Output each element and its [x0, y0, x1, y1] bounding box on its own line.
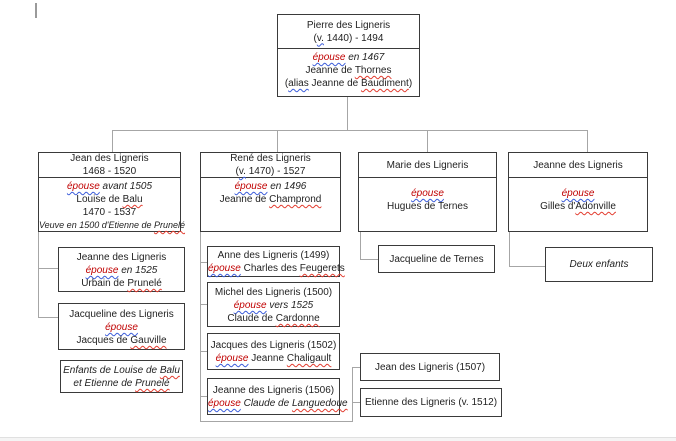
node-body-text [278, 49, 419, 90]
text-line [208, 397, 348, 410]
text-line [278, 77, 419, 90]
text-run: Chaligault [286, 353, 332, 364]
node-head-text [359, 153, 496, 178]
connector-stub-etienne1512 [352, 402, 360, 403]
text-run: 1470 - 1537 [82, 207, 137, 218]
text-line [278, 64, 419, 77]
text-run: épouse [105, 322, 138, 333]
text-run: Jeanne de [308, 78, 362, 89]
text-run: Charles des [240, 263, 300, 274]
text-line [359, 187, 496, 200]
connector-drop-jeanne [587, 130, 588, 152]
text-line [59, 334, 184, 347]
node-jeanne-1506[interactable] [207, 378, 348, 415]
text-run: René des Ligneris [230, 153, 311, 164]
text-run: ( [235, 166, 239, 177]
node-etienne-1512[interactable] [360, 388, 502, 417]
text-line [509, 200, 647, 213]
node-body-text [208, 384, 348, 410]
text-run: Balu [159, 365, 180, 376]
text-line [375, 361, 485, 374]
node-marie-des-ligneris[interactable] [358, 152, 497, 232]
text-run: Balu [122, 194, 143, 205]
node-jean-1507[interactable] [360, 353, 500, 381]
text-line [278, 51, 419, 64]
node-body-text [59, 251, 184, 290]
text-line [61, 377, 182, 390]
text-line [201, 165, 340, 178]
text-line [39, 206, 180, 219]
connector-stub-jacqueline-child [38, 317, 58, 318]
text-run: épouse [66, 181, 100, 192]
text-run: Veuve en 1500 d'Etienne de [39, 220, 154, 230]
text-line [509, 159, 647, 172]
connector-stub-jacques [200, 351, 207, 352]
connector-jean-children-rail [38, 232, 39, 318]
text-line [39, 193, 180, 206]
text-run: épouse [215, 353, 249, 364]
text-run: Jean des Ligneris [70, 153, 149, 164]
connector-stub-jacqueline-ternes [360, 259, 378, 260]
node-body-text [208, 249, 345, 275]
node-body-text [365, 396, 497, 409]
node-body-text [509, 178, 647, 213]
text-line [278, 19, 419, 32]
text-line [208, 262, 345, 275]
text-run: Etienne des Ligneris (v. 1512) [364, 397, 498, 408]
text-line [201, 152, 340, 165]
text-run: Jacqueline des Ligneris [69, 309, 174, 320]
node-head-text [278, 15, 419, 49]
text-run: Anne des Ligneris (1499) [217, 250, 330, 261]
text-line [201, 180, 340, 193]
node-jeanne-des-ligneris[interactable] [508, 152, 648, 232]
node-rene-des-ligneris[interactable] [200, 152, 341, 232]
text-line [201, 193, 340, 206]
text-run: Baudiment [361, 78, 409, 89]
node-body-text [570, 258, 629, 271]
node-body-text [389, 253, 483, 266]
text-run: épouse [411, 188, 444, 199]
node-body-text [359, 178, 496, 213]
text-line [208, 384, 339, 397]
text-run: 1470) - 1527 [245, 166, 306, 177]
node-head-text [509, 153, 647, 178]
connector-rene-right-rail [352, 367, 353, 422]
text-line [359, 159, 496, 172]
text-run: ) [408, 78, 413, 89]
text-run: Thornes [354, 65, 392, 76]
text-line [59, 308, 184, 321]
text-run: Jean des Ligneris (1507) [374, 361, 486, 373]
text-run: Jeanne de [305, 65, 355, 76]
text-run: en 1525 [118, 265, 158, 276]
node-deux-enfants[interactable] [545, 247, 653, 282]
connector-drop-rene [277, 130, 278, 152]
text-cursor-mark [35, 3, 37, 18]
connector-drop-jean [112, 130, 113, 152]
text-run: Michel des Ligneris (1500) [214, 287, 333, 298]
text-line [39, 219, 186, 232]
text-run: Jeanne des Ligneris (1506) [212, 385, 335, 396]
node-head-text [39, 153, 180, 178]
connector-stub-michel [200, 304, 207, 305]
text-run: épouse [85, 265, 119, 276]
text-run: Cardonne [275, 313, 320, 324]
text-run: 1440) - 1494 [323, 32, 384, 44]
text-run: Deux enfants [569, 259, 629, 270]
text-line [389, 253, 483, 266]
text-run: alias [288, 78, 309, 89]
text-run: Claude de [227, 313, 276, 324]
text-line [59, 277, 184, 290]
text-run: v. [316, 32, 324, 44]
text-run: Louise de [76, 194, 123, 205]
text-line [509, 187, 647, 200]
text-line [59, 251, 184, 264]
text-run: Champrond [269, 194, 322, 205]
connector-rene-bottom-rail [200, 421, 353, 422]
text-run: Urbain de [81, 278, 128, 289]
text-run: en 1496 [267, 181, 307, 192]
node-head-text [201, 153, 340, 178]
text-run: épouse [233, 300, 267, 311]
node-michel-des-ligneris[interactable] [207, 282, 340, 327]
node-pierre-des-ligneris[interactable] [277, 14, 420, 97]
node-jacques-des-ligneris[interactable] [207, 333, 340, 370]
text-run: Gauville [130, 335, 167, 346]
connector-stub-jean1507 [352, 367, 360, 368]
text-run: Prunelé [153, 220, 186, 230]
connector-marie-down [360, 232, 361, 259]
text-line [39, 180, 180, 193]
text-run: Jeanne de [219, 194, 270, 205]
connector-rene-children-rail [200, 232, 201, 422]
node-body-text [208, 286, 339, 325]
text-line [208, 286, 339, 299]
text-run: Marie des Ligneris [386, 159, 469, 171]
text-run: Gilles d' [540, 201, 576, 212]
text-run: épouse [561, 188, 595, 199]
text-run: ( [284, 78, 289, 89]
text-line [570, 258, 629, 271]
text-run: v. [238, 166, 246, 177]
node-jacqueline-des-ligneris[interactable] [58, 303, 185, 350]
text-run: épouse [312, 52, 346, 63]
node-body-text [201, 178, 340, 206]
text-line [208, 249, 339, 262]
connector-jeanne-down [509, 232, 510, 266]
connector-pierre-down [347, 96, 348, 130]
text-run: épouse [234, 181, 268, 192]
text-line [59, 264, 184, 277]
connector-stub-jeanne1506 [200, 396, 207, 397]
text-run: Jacqueline de Ternes [389, 253, 484, 265]
text-line [208, 299, 339, 312]
text-run: Adonville [575, 201, 616, 212]
node-body-text [375, 361, 485, 374]
text-run: et Etienne de [73, 378, 136, 389]
text-line [59, 321, 184, 334]
text-run: Enfants de Louise de [63, 365, 160, 376]
text-run: 1468 - 1520 [82, 166, 137, 177]
text-run: Hugues de Ternes [387, 201, 468, 212]
text-line [39, 165, 180, 178]
text-line [208, 339, 339, 352]
node-jacqueline-de-ternes[interactable] [378, 245, 495, 273]
text-run: épouse [208, 398, 241, 409]
text-line [278, 32, 419, 45]
text-line [365, 396, 497, 409]
text-line [359, 200, 496, 213]
text-run: Jeanne des Ligneris [533, 159, 623, 171]
text-run: avant 1505 [99, 181, 153, 192]
text-line [39, 152, 180, 165]
text-run: en 1467 [345, 52, 385, 63]
bottom-edge-band [0, 437, 676, 441]
text-run: Claude de [240, 398, 292, 409]
node-jeanne-child-of-jean[interactable] [58, 247, 185, 292]
text-run: Languedoue [291, 398, 348, 409]
text-run: Feugerets [299, 263, 345, 274]
node-body-text [208, 339, 339, 365]
text-line [208, 352, 339, 365]
text-run: Jeanne des Ligneris [76, 252, 167, 263]
text-run: Pierre des Ligneris [306, 19, 391, 31]
connector-stub-jeanne-child [38, 268, 58, 269]
node-body-text [59, 308, 184, 347]
connector-drop-marie [427, 130, 428, 152]
text-line [208, 312, 339, 325]
text-run: épouse [208, 263, 241, 274]
text-run: Jacques de [76, 335, 131, 346]
text-run: vers 1525 [266, 300, 314, 311]
text-run: Jeanne [248, 353, 287, 364]
connector-stub-deux-enfants [509, 266, 545, 267]
text-run: Prunelé [135, 378, 170, 389]
text-run: Jacques des Ligneris (1502) [210, 340, 337, 351]
text-line [61, 364, 182, 377]
node-anne-des-ligneris[interactable] [207, 246, 345, 277]
text-run: ( [313, 32, 317, 44]
node-enfants-note[interactable] [60, 360, 183, 393]
connector-stub-anne [200, 262, 207, 263]
node-body-text [39, 178, 186, 232]
text-run: Prunelé [127, 278, 162, 289]
node-body-text [61, 364, 182, 390]
node-jean-des-ligneris[interactable] [38, 152, 186, 232]
connector-generation2-rail [112, 130, 588, 131]
